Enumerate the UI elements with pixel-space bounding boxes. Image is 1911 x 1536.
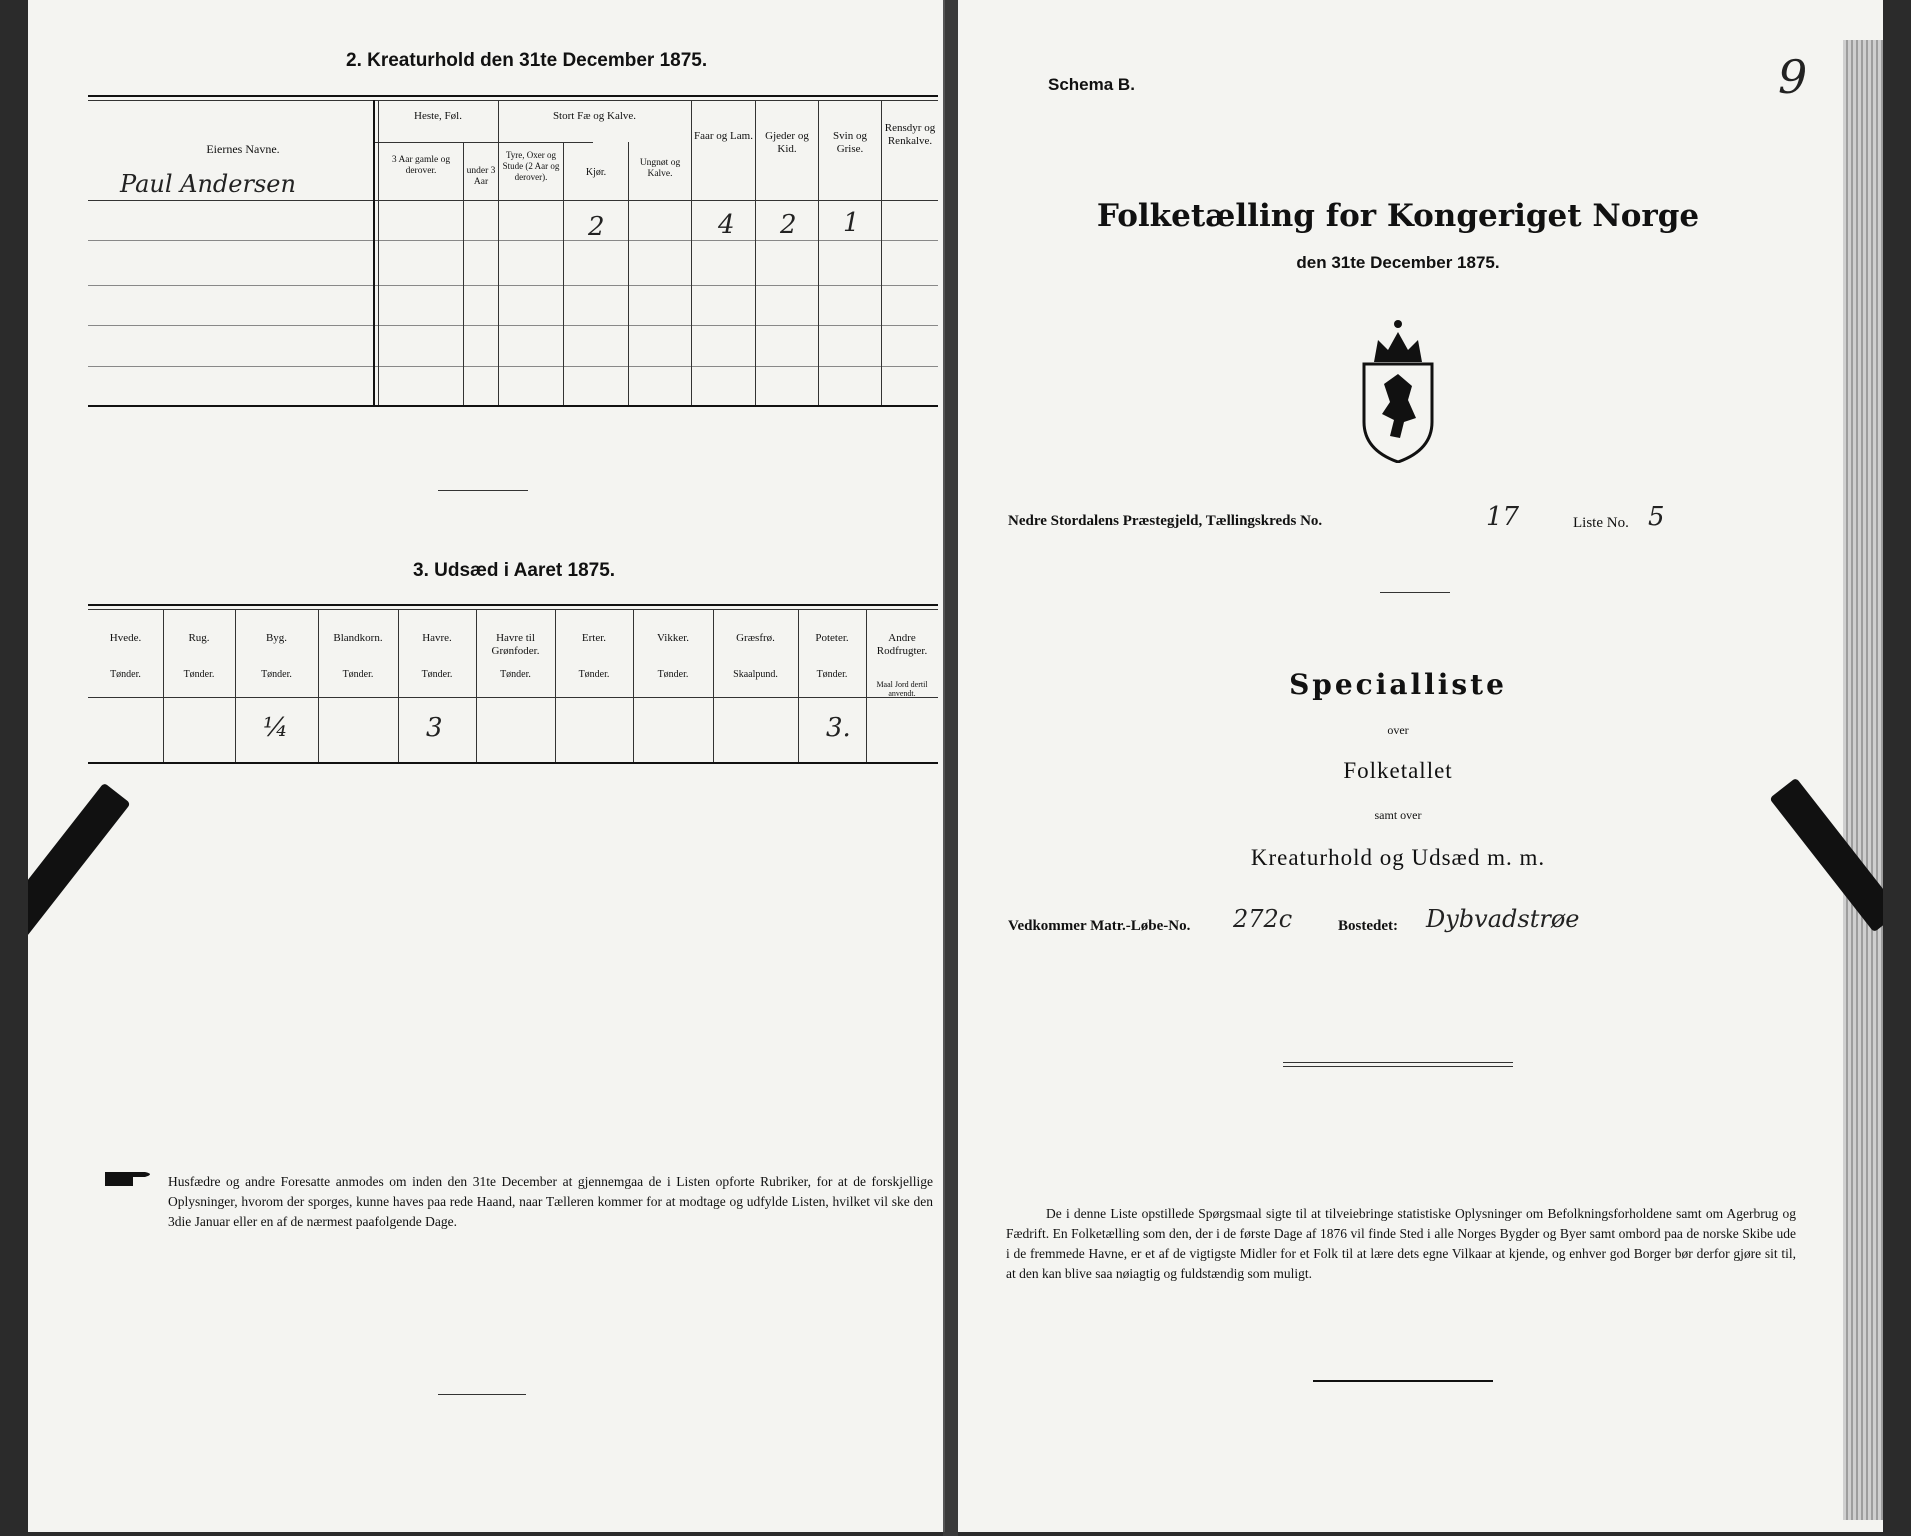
over-text: over — [1387, 723, 1409, 737]
crop-header-hvede: Hvede. — [109, 632, 142, 644]
schema-label: Schema B. — [1048, 75, 1135, 94]
page-edges — [1843, 40, 1883, 1520]
liste-number: 5 — [1648, 502, 1665, 532]
table-col — [691, 100, 692, 405]
table-rule — [88, 366, 938, 367]
section3-title: 3. Udsæd i Aaret 1875. — [413, 560, 616, 581]
footnote-text: De i denne Liste opstillede Spørgsmaal sigte til at tilveiebringe statistiske Oplysninger om Befolkningsforholdene samt om Agerbrug og Fædrift. En Folketælling som den, der i de første Dage af 1876 vil finde Sted i alle Norges Bygder og Byer samt ombord paa de norske Skibe ude i de fremmede Havne, er et af de vigtigste Midler for et Folk til at lære dets egne Vilkaar at kjende, og enhver god Borger bør derfor gjøre sit til, at den kan blive saa nøiagtig og fuldstændig som muligt. — [1006, 1206, 1796, 1281]
crop-unit-andre-rodfrugter: Maal Jord dertil anvendt. — [876, 680, 928, 698]
crop-header-byg: Byg. — [265, 632, 288, 644]
svin-header: Svin og Grise. — [833, 130, 867, 155]
matr-number: 272c — [1233, 905, 1293, 933]
divider — [438, 1394, 526, 1395]
book-gutter — [943, 0, 958, 1536]
gjeder-value: 2 — [780, 210, 797, 240]
samt-over-text: samt over — [1374, 808, 1422, 822]
table-col — [498, 100, 499, 405]
crop-value-byg: ¼ — [263, 713, 289, 743]
table-rule — [88, 405, 938, 407]
divider — [1380, 592, 1450, 593]
crop-unit-poteter: Tønder. — [816, 669, 848, 680]
table-rule — [88, 609, 938, 610]
divider — [1313, 1380, 1493, 1382]
table-col — [563, 142, 564, 405]
crop-unit-blandkorn: Tønder. — [342, 669, 374, 680]
stortfae-b-header: Kjør. — [585, 167, 607, 178]
rensdyr-header: Rensdyr og Renkalve. — [884, 122, 936, 147]
faar-value: 4 — [718, 210, 735, 240]
heste-header: Heste, Føl. — [414, 110, 462, 122]
stortfae-a-header: Tyre, Oxer og Stude (2 Aar og derover). — [502, 150, 560, 182]
kjor-value: 2 — [588, 212, 605, 242]
crop-header-erter: Erter. — [581, 632, 607, 644]
table-rule — [88, 100, 938, 101]
crop-unit-havre-gronfoder: Tønder. — [500, 669, 531, 680]
crop-header-andre-rodfrugter: Andre Rodfrugter. — [876, 632, 928, 657]
crop-unit-byg: Tønder. — [261, 669, 292, 680]
heste-b-header: under 3 Aar — [466, 166, 496, 187]
section2-title: 2. Kreaturhold den 31te December 1875. — [346, 50, 708, 71]
table-rule — [88, 325, 938, 326]
svin-value: 1 — [843, 208, 860, 238]
faar-header: Faar og Lam. — [694, 130, 753, 142]
table-rule — [88, 604, 938, 606]
divider — [1283, 1062, 1513, 1063]
crop-header-havre: Havre. — [422, 632, 452, 644]
page-clip — [28, 783, 131, 938]
crop-header-poteter: Poteter. — [815, 632, 849, 644]
coat-of-arms-icon — [1360, 318, 1436, 463]
right-page — [958, 0, 1883, 1532]
crop-unit-havre: Tønder. — [421, 669, 453, 680]
table-rule — [373, 142, 593, 143]
bosted-value: Dybvadstrøe — [1426, 905, 1580, 933]
table-rule — [88, 240, 938, 241]
crop-header-graesfro: Græsfrø. — [736, 632, 775, 644]
owner-column-header: Eiernes Navne. — [206, 142, 280, 156]
table-rule — [88, 762, 938, 764]
crop-value-havre: 3 — [426, 713, 443, 743]
table-col — [378, 100, 379, 405]
crop-unit-graesfro: Skaalpund. — [733, 669, 778, 680]
left-page — [28, 0, 945, 1532]
parish-label: Nedre Stordalens Præstegjeld, Tællingskreds No. — [1008, 513, 1323, 529]
folketallet-heading: Folketallet — [1343, 758, 1453, 783]
table-col — [373, 100, 375, 405]
crop-header-vikker: Vikker. — [656, 632, 690, 644]
crop-header-havre-gronfoder: Havre til Grønfoder. — [491, 632, 540, 657]
crop-value-poteter: 3. — [826, 713, 851, 743]
table-col — [628, 142, 629, 405]
divider — [1283, 1066, 1513, 1067]
specialliste-heading: Specialliste — [1289, 668, 1507, 701]
table-rule — [88, 95, 938, 97]
table-rule — [88, 697, 938, 698]
stortfae-header: Stort Fæ og Kalve. — [552, 110, 637, 122]
owner-name: Paul Andersen — [120, 170, 296, 198]
pointing-hand-icon — [105, 1168, 157, 1190]
heste-a-header: 3 Aar gamle og derover. — [391, 155, 451, 176]
crop-header-rug: Rug. — [188, 632, 210, 644]
divider — [438, 490, 528, 491]
gjeder-header: Gjeder og Kid. — [765, 130, 809, 155]
crop-unit-erter: Tønder. — [578, 669, 610, 680]
census-title: Folketælling for Kongeriget Norge — [1096, 198, 1700, 234]
kreds-number: 17 — [1486, 502, 1520, 532]
crop-unit-rug: Tønder. — [183, 669, 215, 680]
table-rule — [88, 285, 938, 286]
page-number: 9 — [1778, 50, 1808, 104]
crop-unit-vikker: Tønder. — [657, 669, 689, 680]
crop-unit-hvede: Tønder. — [110, 669, 141, 680]
kreaturhold-heading: Kreaturhold og Udsæd m. m. — [1250, 845, 1546, 870]
liste-label: Liste No. — [1573, 515, 1629, 531]
table-rule — [88, 200, 938, 201]
crop-header-blandkorn: Blandkorn. — [333, 632, 383, 644]
matr-label: Vedkommer Matr.-Løbe-No. — [1008, 918, 1191, 934]
notice-text: Husfædre og andre Foresatte anmodes om inden den 31te December at gjennemgaa de i Listen opforte Rubriker, for at de forskjellige Oplysninger, hvorom der sporges, kunne haves paa rede Haand, naar Tælleren kommer for at modtage og udfylde Listen, hvilket vil ske den 3die Januar eller en af de nærmest paafolgende Dage. — [168, 1174, 933, 1229]
bosted-label: Bostedet: — [1338, 918, 1398, 934]
census-date: den 31te December 1875. — [1296, 253, 1500, 272]
stortfae-c-header: Ungnøt og Kalve. — [639, 158, 681, 179]
